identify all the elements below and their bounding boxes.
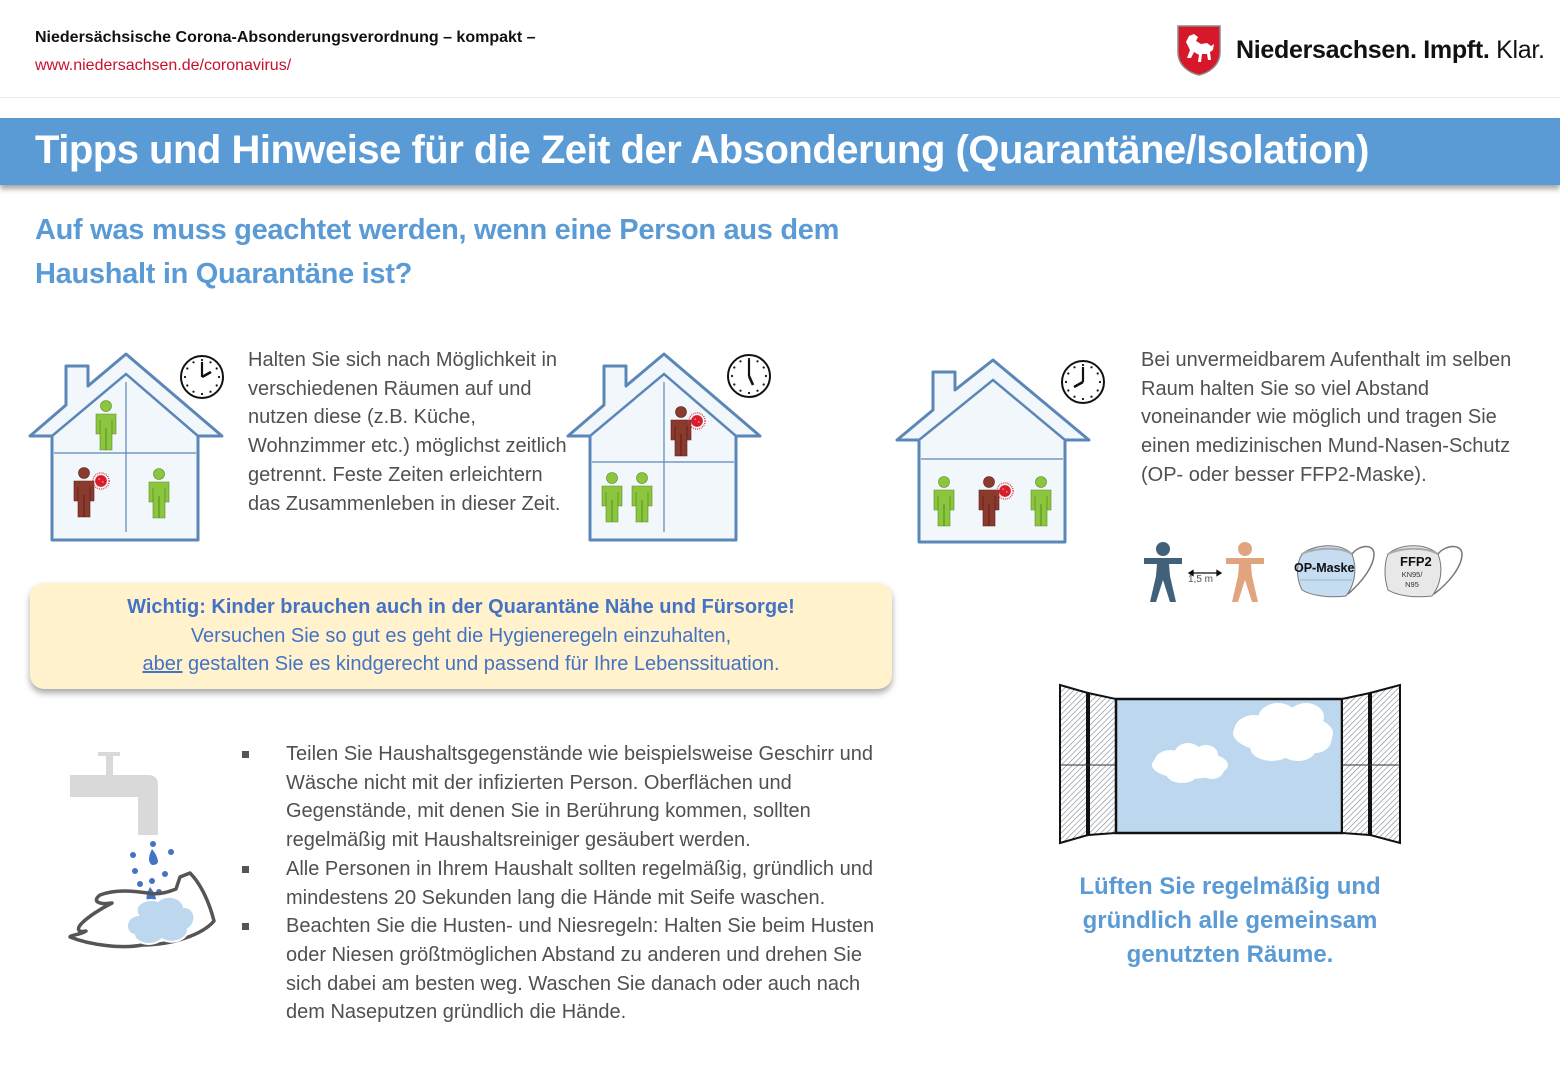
- list-item: [240, 912, 890, 1027]
- bullet-square-icon: [242, 866, 249, 873]
- ffp2-mask-label: FFP2: [1400, 554, 1432, 569]
- document-header: [0, 0, 1560, 98]
- document-title: Niedersächsische Corona-Absonderungsverordnung – kompakt –: [35, 29, 536, 46]
- ffp2-mask-sublabel: KN95/ N95: [1401, 570, 1423, 589]
- person-blue-icon: [1144, 542, 1182, 602]
- notice-underlined-word: aber: [142, 653, 183, 676]
- list-item-text: Beachten Sie die Husten- und Niesregeln: Halten Sie beim Husten oder Niesen größtmöglichen Abstand zu anderen und drehen Sie sich dabei am besten weg. Waschen Sie danach oder auch nach dem Naseputzen gründlich die Hände.: [286, 915, 875, 1024]
- section-subheading: Auf was muss geachtet werden, wenn eine Person aus dem Haushalt in Quarantäne ist?: [35, 214, 840, 290]
- bullet-square-icon: [242, 923, 249, 930]
- list-item: [240, 855, 890, 912]
- person-beige-icon: [1226, 542, 1264, 602]
- notice-line-2-rest: gestalten Sie es kindgerecht und passend für Ihre Lebenssituation.: [182, 653, 780, 676]
- brand-slogan-bold: Niedersachsen. Impft.: [1236, 35, 1490, 64]
- brand-logo: [1176, 24, 1545, 76]
- tip-separate-rooms: Halten Sie sich nach Möglichkeit in verschiedenen Räumen auf und nutzen diese (z.B. Küche, Wohnzimmer etc.) möglichst zeitlich getrennt. Feste Zeiten erleichtern das Zusammenleben in dieser Zeit.: [248, 349, 567, 515]
- ventilation-tip: Lüften Sie regelmäßig und gründlich alle gemeinsam genutzten Räume.: [1079, 873, 1381, 968]
- faucet-icon: [70, 752, 158, 835]
- notice-line-2: [30, 650, 892, 679]
- handwashing-illustration: [62, 745, 232, 970]
- title-banner: [0, 118, 1560, 185]
- bullet-square-icon: [242, 751, 249, 758]
- notice-line-1: Versuchen Sie so gut es geht die Hygieneregeln einzuhalten,: [190, 624, 732, 647]
- op-mask-illustration: [1294, 540, 1376, 600]
- list-item: [240, 740, 890, 855]
- brand-slogan: [1236, 36, 1545, 65]
- notice-title: Wichtig: Kinder brauchen auch in der Quarantäne Nähe und Fürsorge!: [127, 596, 795, 618]
- brand-slogan-regular: Klar.: [1489, 35, 1545, 64]
- open-window-illustration: [1058, 683, 1402, 845]
- ffp2-mask-illustration: [1384, 540, 1464, 600]
- tip-same-room: Bei unvermeidbarem Aufenthalt im selben Raum halten Sie so viel Abstand voneinander wie möglich und tragen Sie einen medizinischen Mund-Nasen-Schutz (OP- oder besser FFP2-Maske).: [1141, 349, 1512, 486]
- clock-icon-5-oclock: [725, 352, 773, 400]
- hygiene-tips-list: [240, 740, 890, 1027]
- clock-icon-8-oclock: [1059, 358, 1107, 406]
- left-shutter-icon: [1060, 685, 1116, 843]
- distance-label: 1,5 m: [1188, 574, 1214, 585]
- children-notice-box: [30, 583, 892, 689]
- list-item-text: Teilen Sie Haushaltsgegenstände wie beispielsweise Geschirr und Wäsche nicht mit der infizierten Person. Oberflächen und Gegenstände, mit denen Sie in Berührung kommen, sollten regelmäßig mit Haushaltsreiniger gesäubert werden.: [286, 743, 874, 852]
- right-shutter-icon: [1342, 685, 1400, 843]
- banner-title: Tipps und Hinweise für die Zeit der Absonderung (Quarantäne/Isolation): [35, 128, 1370, 172]
- sky-pane: [1116, 699, 1342, 833]
- lower-saxony-horse-shield-icon: [1176, 24, 1222, 76]
- clock-icon-2-oclock: [178, 353, 226, 401]
- distance-illustration: [1142, 540, 1267, 604]
- coronavirus-url-link[interactable]: www.niedersachsen.de/coronavirus/: [35, 57, 292, 74]
- op-mask-label: OP-Maske: [1294, 561, 1355, 575]
- list-item-text: Alle Personen in Ihrem Haushalt sollten regelmäßig, gründlich und mindestens 20 Sekunden lang die Hände mit Seife waschen.: [286, 857, 873, 909]
